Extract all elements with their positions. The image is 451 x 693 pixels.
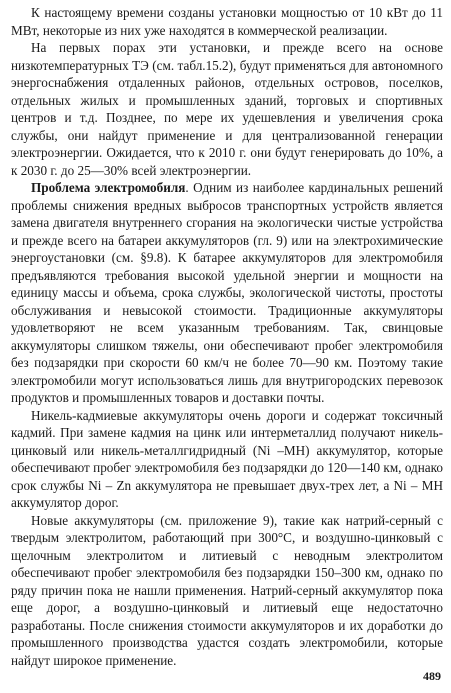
page-number: 489	[423, 669, 441, 683]
paragraph-text: Новые аккумуляторы (см. приложение 9), такие как натрий-серный с твердым электролитом, работающий при 300°С, и воздушно-цинковый с щелочным электролитом и литиевый с неводным электролитом обеспечивают пробег электромобиля без подзарядки 150–300 км, однако по ряду причин пока не нашли применения. Натрий-серный аккумулятор пока еще дорог, а воздушно-цинковый и литиевый еще недостаточно разработаны. После снижения стоимости аккумуляторов и их доработки до промышленного производства удастся создать электромобили, которые найдут широкое применение.	[11, 512, 443, 668]
paragraph-3	[11, 179, 443, 407]
paragraph-text: На первых порах эти установки, и прежде всего на основе низкотемпературных ТЭ (см. табл.15.2), будут применяться для автономного энергоснабжения отдаленных районов, отдельных островов, поселков, отдельных жилых и промышленных зданий, торговых и спортивных центров и т.д. Позднее, по мере их удешевления и увеличения срока службы, они найдут применение и для централизованной генерации электроэнергии. Ожидается, что к 2010 г. они будут генерировать до 10%, а к 2030 г. до 25—30% всей электроэнергии.	[11, 40, 443, 178]
body-text	[11, 4, 443, 669]
paragraph-2	[11, 39, 443, 179]
paragraph-5	[11, 512, 443, 670]
paragraph-text: . Одним из наиболее кардинальных решений проблемы снижения вредных выбросов транспортных устройств является замена двигателя внутреннего сгорания на экологически чистые устройства и прежде всего на батареи аккумуляторов (гл. 9) или на электрохимические энергоустановки (см. §9.8). К батарее аккумуляторов для электромобиля предъявляются требования высокой удельной энергии и мощности на единицу массы и объема, срока службы, экологической чистоты, простоты обслуживания и невысокой стоимости. Традиционные аккумуляторы удовлетворяют не всем указанным требованиям. Так, свинцовые аккумуляторы слишком тяжелы, они обеспечивают пробег электромобиля без подзарядки при скорости 60 км/ч не более 70—90 км. Поэтому такие электромобили могут использоваться лишь для внутригородских перевозок продуктов и промышленных товаров и доставки почты.	[11, 180, 443, 405]
paragraph-text: К настоящему времени созданы установки мощностью от 10 кВт до 11 МВт, некоторые из них уже находятся в коммерческой реализации.	[11, 5, 443, 38]
paragraph-text: Никель-кадмиевые аккумуляторы очень дороги и содержат токсичный кадмий. При замене кадмия на цинк или интерметаллид получают никель-цинковый или никель-металлгидридный (Ni –MH) аккумулятор, которые обеспечивают пробег электромобиля без подзарядки до 120—140 км, однако срок службы Ni – Zn аккумулятора не превышает двух-трех лет, а Ni – MH аккумулятор дорог.	[11, 407, 443, 510]
paragraph-1	[11, 4, 443, 39]
paragraph-lead-heading: Проблема электромобиля	[31, 180, 186, 195]
paragraph-4	[11, 407, 443, 512]
